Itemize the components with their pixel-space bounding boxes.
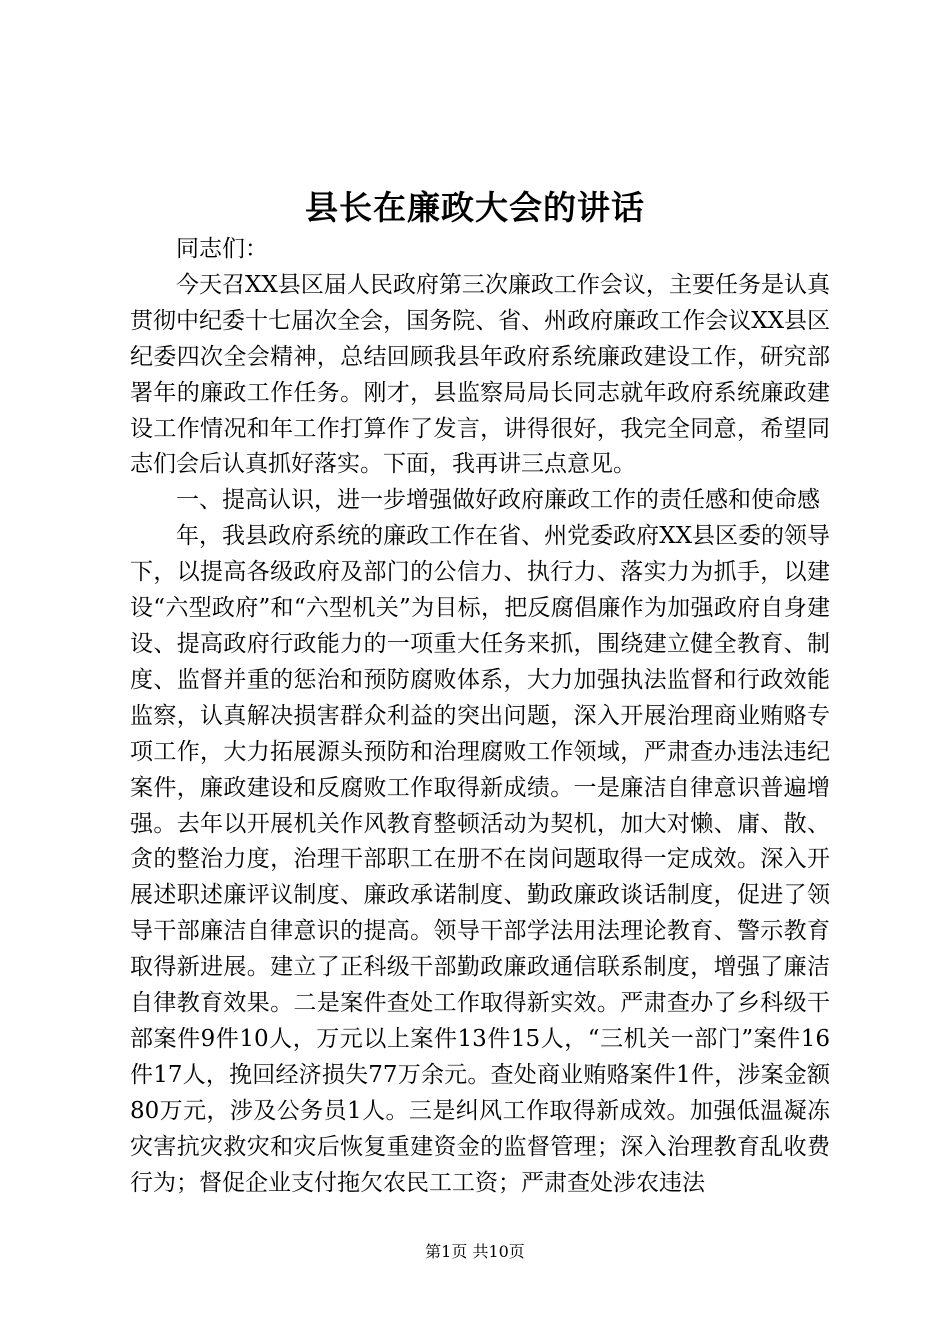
salutation: 同志们： bbox=[176, 236, 268, 262]
paragraph-intro: 今天召XX县区届人民政府第三次廉政工作会议，主要任务是认真贯彻中纪委十七届次全会，国务院、省、州政府廉政工作会议XX县区纪委四次全会精神，总结回顾我县年政府系统廉政建设工作，研究部署年的廉政工作任务。刚才，县监察局局长同志就年政府系统廉政建设工作情况和年工作打算作了发言，讲得很好，我完全同意，希望同志们会后认真抓好落实。下面，我再讲三点意见。 bbox=[130, 271, 830, 478]
document-body bbox=[130, 232, 830, 1201]
page-indicator: 第1页 共10页 bbox=[425, 1242, 525, 1261]
document-title: 县长在廉政大会的讲话 bbox=[305, 188, 645, 227]
section-heading-1: 一、提高认识，进一步增强做好政府廉政工作的责任感和使命感 bbox=[176, 487, 820, 514]
paragraph-review: 年，我县政府系统的廉政工作在省、州党委政府XX县区委的领导下，以提高各级政府及部门的公信力、执行力、落实力为抓手，以建设“六型政府”和“六型机关”为目标，把反腐倡廉作为加强政府自身建设、提高政府行政能力的一项重大任务来抓，围绕建立健全教育、制度、监督并重的惩治和预防腐败体系，大力加强执法监督和行政效能监察，认真解决损害群众利益的突出问题，深入开展治理商业贿赂专项工作，大力拓展源头预防和治理腐败工作领域，严肃查办违法违纪案件，廉政建设和反腐败工作取得新成绩。一是廉洁自律意识普遍增强。去年以开展机关作风教育整顿活动为契机，加大对懒、庸、散、贪的整治力度，治理干部职工在册不在岗问题取得一定成效。深入开展述职述廉评议制度、廉政承诺制度、勤政廉政谈话制度，促进了领导干部廉洁自律意识的提高。领导干部学法用法理论教育、警示教育取得新进展。建立了正科级干部勤政廉政通信联系制度，增强了廉洁自律教育效果。二是案件查处工作取得新实效。严肃查办了乡科级干部案件9件10人，万元以上案件13件15人，“三机关一部门”案件16件17人，挽回经济损失77万余元。查处商业贿赂案件1件，涉案金额80万元，涉及公务员1人。三是纠风工作取得新成效。加强低温凝冻灾害抗灾救灾和灾后恢复重建资金的监督管理；深入治理教育乱收费行为；督促企业支付拖欠农民工工资；严肃查处涉农违法 bbox=[130, 523, 830, 1196]
